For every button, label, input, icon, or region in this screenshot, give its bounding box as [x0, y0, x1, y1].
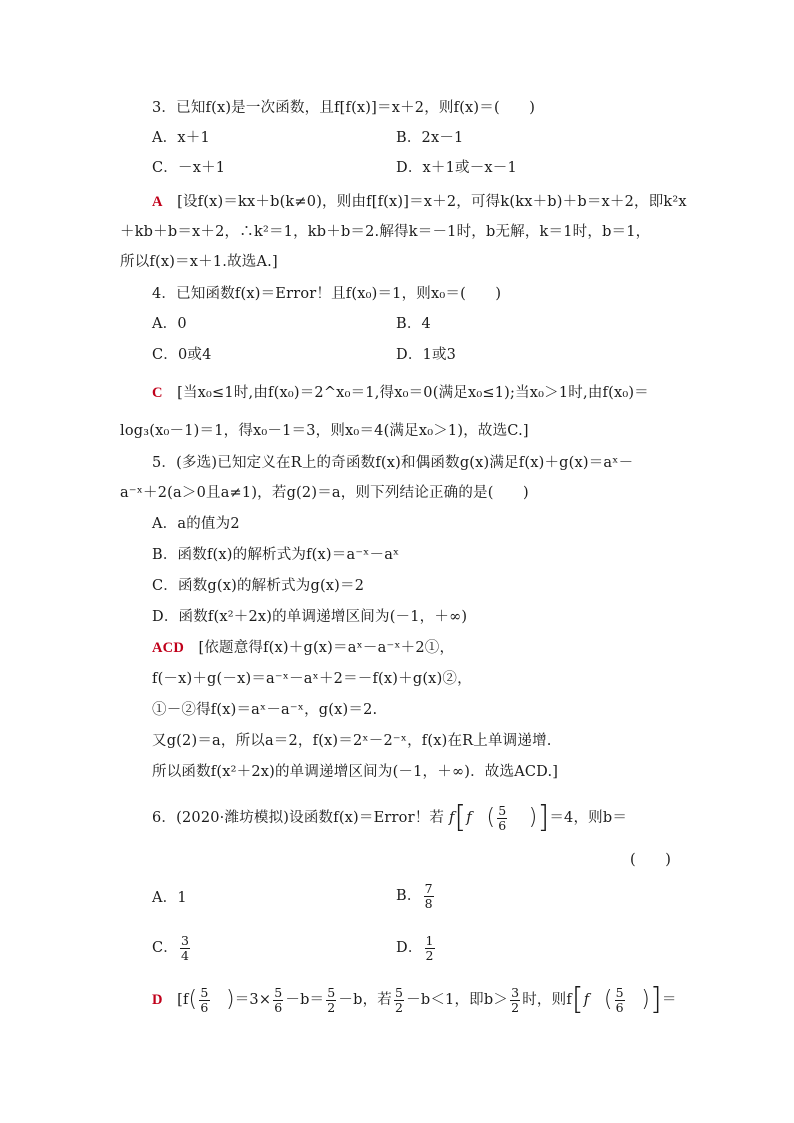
q4-solution-line-2: log₃(x₀－1)＝1，得x₀－1＝3，则x₀＝4(满足x₀＞1)，故选C.] — [120, 423, 529, 439]
q6-option-d — [396, 930, 437, 966]
left-paren-icon: ( — [486, 805, 496, 830]
q5-solution-line-2: f(－x)＋g(－x)＝a⁻ˣ－aˣ＋2＝－f(x)＋g(x)②， — [152, 671, 472, 687]
q3-option-d: D．x＋1或－x－1 — [396, 160, 517, 176]
q6-stem-f-inner: f — [466, 810, 472, 826]
q5-solution-line-4: 又g(2)＝a，所以a＝2，f(x)＝2ˣ－2⁻ˣ，f(x)在R上单调递增. — [152, 733, 552, 749]
q6-stem-frac-den: 6 — [498, 817, 507, 833]
q6-sol-frac-2-den: 6 — [274, 999, 283, 1015]
q5-solution-line-5: 所以函数f(x²＋2x)的单调递增区间为(－1，＋∞)．故选ACD.] — [152, 764, 559, 780]
q5-solution-text-1: [依题意得f(x)＋g(x)＝aˣ－a⁻ˣ＋2①， — [198, 640, 455, 656]
q6-sol-frac-6-den: 6 — [615, 999, 624, 1015]
q3-answer: A — [152, 194, 163, 210]
q6-sol-frac-5 — [510, 986, 520, 1015]
q5-stem-line-2: a⁻ˣ＋2(a＞0且a≠1)，若g(2)＝a，则下列结论正确的是( ) — [120, 485, 529, 501]
q6-sol-f: 时，则f — [522, 992, 572, 1008]
q3-option-b: B．2x－1 — [396, 130, 464, 146]
q4-stem: 4．已知函数f(x)＝Error！且f(x₀)＝1，则x₀＝( ) — [152, 286, 502, 302]
q6-option-b-den: 8 — [424, 895, 433, 911]
q6-answer: D — [152, 992, 163, 1008]
q6-sol-h: ＝ — [661, 992, 677, 1008]
q6-sol-frac-3-den: 2 — [327, 999, 336, 1015]
q6-option-b-label: B． — [396, 888, 422, 904]
q6-sol-frac-2 — [273, 986, 283, 1015]
q6-stem-frac-num: 5 — [498, 802, 507, 818]
q4-solution-text-1: [当x₀≤1时,由f(x₀)＝2^x₀＝1,得x₀＝0(满足x₀≤1);当x₀＞1时,由f(x₀)＝ — [177, 385, 649, 401]
q5-option-a: A．a的值为2 — [152, 516, 240, 532]
q4-option-d: D．1或3 — [396, 347, 457, 363]
q6-option-a: A．1 — [152, 890, 187, 906]
q5-option-d: D．函数f(x²＋2x)的单调递增区间为(－1，＋∞) — [152, 609, 468, 625]
q6-sol-g: f — [583, 992, 590, 1008]
q6-sol-frac-3-num: 5 — [327, 984, 336, 1000]
q6-option-d-den: 2 — [425, 947, 434, 963]
q3-solution-line-3: 所以f(x)＝x＋1.故选A.] — [120, 254, 278, 270]
q6-option-b-fraction — [424, 882, 434, 911]
q4-option-a: A．0 — [152, 316, 187, 332]
q6-sol-frac-4-num: 5 — [395, 984, 404, 1000]
left-bracket-icon: [ — [454, 800, 467, 835]
q6-sol-frac-4-den: 2 — [395, 999, 404, 1015]
right-paren-icon: ) — [528, 805, 538, 830]
q6-sol-d: －b，若 — [338, 992, 393, 1008]
q6-option-b-num: 7 — [424, 880, 433, 896]
q5-stem-line-1: 5．(多选)已知定义在R上的奇函数f(x)和偶函数g(x)满足f(x)＋g(x)＝aˣ－ — [152, 455, 634, 471]
q3-solution-text-1: [设f(x)＝kx＋b(k≠0)，则由f[f(x)]＝x＋2，可得k(kx＋b)＋b＝x＋2，即k²x — [177, 194, 687, 210]
q5-option-c: C．函数g(x)的解析式为g(x)＝2 — [152, 578, 365, 594]
q6-sol-e: －b＜1，即b＞ — [406, 992, 509, 1008]
q5-solution-line-1 — [152, 638, 454, 658]
q6-option-d-num: 1 — [425, 932, 434, 948]
q6-sol-frac-6 — [615, 986, 625, 1015]
q6-option-d-label: D． — [396, 940, 423, 956]
q4-answer: C — [152, 385, 163, 401]
q3-option-c: C．－x＋1 — [152, 160, 226, 176]
right-bracket-icon: ] — [537, 800, 550, 835]
q6-stem-prefix: 6．(2020·潍坊模拟)设函数f(x)＝Error！若 — [152, 810, 445, 826]
q6-sol-c: －b＝ — [285, 992, 325, 1008]
q6-sol-frac-4 — [394, 986, 404, 1015]
q6-sol-frac-5-num: 3 — [511, 984, 520, 1000]
q6-option-c-fraction — [180, 934, 190, 963]
q6-sol-frac-3 — [326, 986, 336, 1015]
q6-solution-line-1 — [152, 982, 677, 1018]
q3-solution-line-2: ＋kb＋b＝x＋2，∴k²＝1，kb＋b＝2.解得k＝－1时，b无解，k＝1时，b＝1， — [120, 224, 651, 240]
q6-stem-f-outer: f — [448, 810, 455, 826]
q6-stem — [152, 800, 627, 836]
q5-option-b: B．函数f(x)的解析式为f(x)＝a⁻ˣ－aˣ — [152, 547, 400, 563]
q4-solution-line-1 — [152, 383, 649, 403]
q4-option-b: B．4 — [396, 316, 431, 332]
left-paren-icon: ( — [603, 987, 613, 1012]
left-bracket-icon: [ — [571, 982, 584, 1017]
q5-solution-line-3: ①－②得f(x)＝aˣ－a⁻ˣ，g(x)＝2. — [152, 702, 378, 718]
q6-answer-paren: ( ) — [630, 852, 672, 868]
q6-stem-suffix: ＝4，则b＝ — [549, 810, 628, 826]
q3-solution-line-1 — [152, 192, 687, 212]
q5-answer: ACD — [152, 640, 185, 656]
right-paren-icon: ) — [641, 987, 650, 1012]
right-bracket-icon: ] — [650, 982, 662, 1017]
q6-sol-frac-1-num: 5 — [200, 984, 209, 1000]
q6-option-d-fraction — [425, 934, 435, 963]
q4-option-c: C．0或4 — [152, 347, 212, 363]
right-paren-icon: ) — [225, 987, 235, 1012]
q6-stem-fraction — [497, 804, 507, 833]
q6-sol-b: ＝3× — [234, 992, 272, 1008]
q6-sol-frac-1 — [199, 986, 209, 1015]
q6-option-b — [396, 878, 436, 914]
q6-option-c — [152, 930, 192, 966]
q6-sol-a: [f — [177, 992, 189, 1008]
q6-option-c-num: 3 — [181, 932, 190, 948]
q3-option-a: A．x＋1 — [152, 130, 210, 146]
q3-stem: 3．已知f(x)是一次函数，且f[f(x)]＝x＋2，则f(x)＝( ) — [152, 100, 536, 116]
q6-sol-frac-2-num: 5 — [274, 984, 283, 1000]
q6-sol-frac-6-num: 5 — [615, 984, 624, 1000]
left-paren-icon: ( — [188, 987, 198, 1012]
q6-sol-frac-1-den: 6 — [200, 999, 209, 1015]
q6-option-c-den: 4 — [181, 947, 190, 963]
q6-sol-frac-5-den: 2 — [511, 999, 520, 1015]
q6-option-c-label: C． — [152, 940, 178, 956]
